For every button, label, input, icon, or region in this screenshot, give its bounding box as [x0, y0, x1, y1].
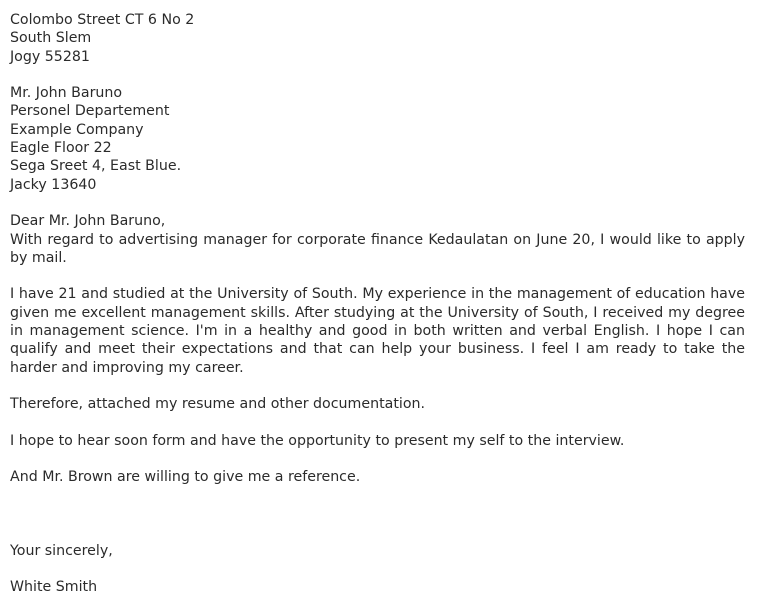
recipient-city: Jacky 13640 [10, 176, 97, 193]
recipient-name: Mr. John Baruno [10, 85, 123, 102]
signature: White Smith [10, 579, 98, 596]
attachment-paragraph: Therefore, attached my resume and other documentation. [10, 396, 426, 413]
recipient-company: Example Company [10, 121, 144, 138]
recipient-department: Personel Departement [10, 103, 170, 120]
salutation: Dear Mr. John Baruno, [10, 213, 166, 230]
sender-street: Colombo Street CT 6 No 2 [10, 12, 195, 28]
sender-city: Jogy 55281 [10, 48, 90, 65]
qualifications-paragraph: I have 21 and studied at the University of South. My experience in the management of education have given me excellent management skills. After studying at the University of South, I received my degree in management science. I'm in a healthy and good in both written and verbal English. I hope I can qualify and meet their expectations and that can help your business. I feel I am ready to take the harder and improving my career. [10, 286, 745, 376]
recipient-address [10, 84, 745, 194]
recipient-floor: Eagle Floor 22 [10, 140, 112, 157]
reference-paragraph: And Mr. Brown are willing to give me a reference. [10, 469, 361, 486]
closing: Your sincerely, [10, 542, 113, 559]
sender-address [10, 11, 745, 66]
intro-paragraph: With regard to advertising manager for corporate finance Kedaulatan on June 20, I would like to apply by mail. [10, 231, 745, 266]
recipient-street: Sega Sreet 4, East Blue. [10, 158, 182, 175]
hope-paragraph: I hope to hear soon form and have the opportunity to present my self to the interview. [10, 432, 625, 449]
sender-district: South Slem [10, 30, 92, 47]
cover-letter [10, 11, 745, 597]
